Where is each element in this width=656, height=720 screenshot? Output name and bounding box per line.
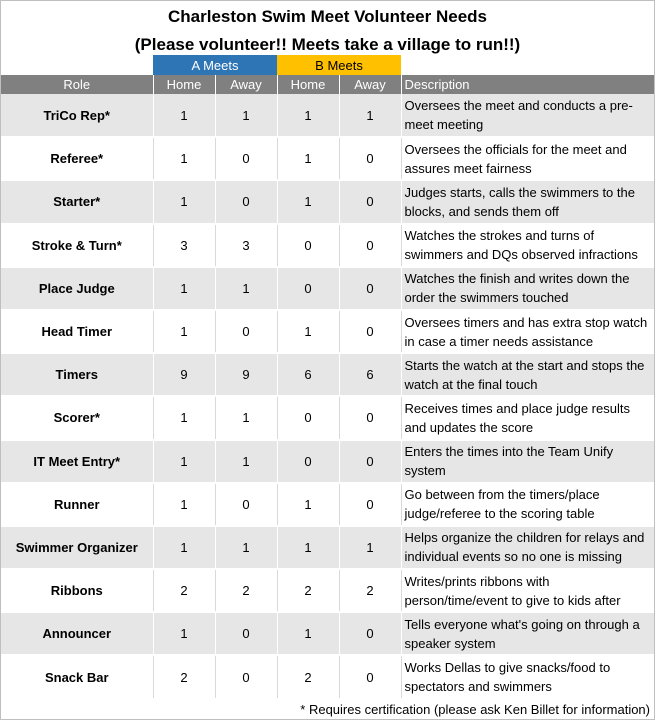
role-cell: Head Timer bbox=[1, 310, 153, 353]
a-away-cell: 0 bbox=[215, 612, 277, 655]
b-home-cell: 1 bbox=[277, 180, 339, 223]
a-home-cell: 3 bbox=[153, 224, 215, 267]
role-cell: Ribbons bbox=[1, 569, 153, 612]
table-row bbox=[1, 137, 654, 180]
group-spacer bbox=[1, 55, 153, 75]
role-cell: Starter* bbox=[1, 180, 153, 223]
role-cell: Swimmer Organizer bbox=[1, 526, 153, 569]
table-row bbox=[1, 612, 654, 655]
table-row bbox=[1, 267, 654, 310]
table-row bbox=[1, 353, 654, 396]
b-away-cell: 0 bbox=[339, 612, 401, 655]
a-home-cell: 2 bbox=[153, 569, 215, 612]
description-cell: Oversees the officials for the meet and assures meet fairness bbox=[401, 137, 654, 180]
a-away-cell: 0 bbox=[215, 483, 277, 526]
b-home-cell: 1 bbox=[277, 310, 339, 353]
a-home-cell: 1 bbox=[153, 180, 215, 223]
b-home-cell: 0 bbox=[277, 440, 339, 483]
header-b-away: Away bbox=[339, 75, 401, 94]
table-row bbox=[1, 396, 654, 439]
role-cell: TriCo Rep* bbox=[1, 94, 153, 137]
b-away-cell: 2 bbox=[339, 569, 401, 612]
description-cell: Watches the finish and writes down the order the swimmers touched bbox=[401, 267, 654, 310]
role-cell: IT Meet Entry* bbox=[1, 440, 153, 483]
group-b-meets: B Meets bbox=[277, 55, 401, 75]
header-a-away: Away bbox=[215, 75, 277, 94]
role-cell: Snack Bar bbox=[1, 655, 153, 698]
a-away-cell: 2 bbox=[215, 569, 277, 612]
table-row bbox=[1, 310, 654, 353]
description-cell: Go between from the timers/place judge/referee to the scoring table bbox=[401, 483, 654, 526]
group-a-meets: A Meets bbox=[153, 55, 277, 75]
table-row bbox=[1, 94, 654, 137]
a-home-cell: 1 bbox=[153, 94, 215, 137]
role-cell: Stroke & Turn* bbox=[1, 224, 153, 267]
description-cell: Oversees the meet and conducts a pre-meet meeting bbox=[401, 94, 654, 137]
b-away-cell: 1 bbox=[339, 94, 401, 137]
role-cell: Timers bbox=[1, 353, 153, 396]
b-home-cell: 0 bbox=[277, 267, 339, 310]
a-home-cell: 1 bbox=[153, 440, 215, 483]
description-cell: Receives times and place judge results and updates the score bbox=[401, 396, 654, 439]
a-away-cell: 0 bbox=[215, 137, 277, 180]
a-away-cell: 1 bbox=[215, 267, 277, 310]
table-row bbox=[1, 180, 654, 223]
a-away-cell: 0 bbox=[215, 655, 277, 698]
b-home-cell: 2 bbox=[277, 655, 339, 698]
header-role: Role bbox=[1, 75, 153, 94]
header-description: Description bbox=[401, 75, 654, 94]
certification-footnote: * Requires certification (please ask Ken Billet for information) bbox=[300, 702, 650, 717]
header-b-home: Home bbox=[277, 75, 339, 94]
b-home-cell: 0 bbox=[277, 396, 339, 439]
role-cell: Referee* bbox=[1, 137, 153, 180]
a-home-cell: 9 bbox=[153, 353, 215, 396]
b-away-cell: 0 bbox=[339, 396, 401, 439]
description-cell: Watches the strokes and turns of swimmers and DQs observed infractions bbox=[401, 224, 654, 267]
a-home-cell: 1 bbox=[153, 526, 215, 569]
table-row bbox=[1, 526, 654, 569]
description-cell: Helps organize the children for relays and individual events so no one is missing bbox=[401, 526, 654, 569]
description-cell: Enters the times into the Team Unify system bbox=[401, 440, 654, 483]
description-cell: Works Dellas to give snacks/food to spectators and swimmers bbox=[401, 655, 654, 698]
b-away-cell: 0 bbox=[339, 440, 401, 483]
b-home-cell: 2 bbox=[277, 569, 339, 612]
b-home-cell: 1 bbox=[277, 137, 339, 180]
b-home-cell: 1 bbox=[277, 483, 339, 526]
group-spacer bbox=[401, 55, 654, 75]
role-cell: Runner bbox=[1, 483, 153, 526]
b-away-cell: 0 bbox=[339, 483, 401, 526]
group-header-row bbox=[1, 55, 654, 75]
table-row bbox=[1, 440, 654, 483]
a-home-cell: 2 bbox=[153, 655, 215, 698]
a-home-cell: 1 bbox=[153, 310, 215, 353]
volunteer-table bbox=[1, 55, 654, 700]
b-away-cell: 0 bbox=[339, 310, 401, 353]
a-away-cell: 3 bbox=[215, 224, 277, 267]
b-away-cell: 0 bbox=[339, 655, 401, 698]
description-cell: Judges starts, calls the swimmers to the blocks, and sends them off bbox=[401, 180, 654, 223]
b-home-cell: 6 bbox=[277, 353, 339, 396]
a-away-cell: 1 bbox=[215, 396, 277, 439]
a-home-cell: 1 bbox=[153, 396, 215, 439]
b-away-cell: 6 bbox=[339, 353, 401, 396]
role-cell: Scorer* bbox=[1, 396, 153, 439]
a-home-cell: 1 bbox=[153, 483, 215, 526]
description-cell: Tells everyone what's going on through a speaker system bbox=[401, 612, 654, 655]
table-row bbox=[1, 569, 654, 612]
a-home-cell: 1 bbox=[153, 612, 215, 655]
b-home-cell: 1 bbox=[277, 612, 339, 655]
role-cell: Announcer bbox=[1, 612, 153, 655]
a-away-cell: 0 bbox=[215, 180, 277, 223]
a-home-cell: 1 bbox=[153, 267, 215, 310]
b-away-cell: 0 bbox=[339, 137, 401, 180]
a-away-cell: 1 bbox=[215, 526, 277, 569]
a-away-cell: 1 bbox=[215, 440, 277, 483]
a-away-cell: 9 bbox=[215, 353, 277, 396]
description-cell: Writes/prints ribbons with person/time/event to give to kids after bbox=[401, 569, 654, 612]
b-home-cell: 1 bbox=[277, 94, 339, 137]
b-home-cell: 1 bbox=[277, 526, 339, 569]
description-cell: Starts the watch at the start and stops the watch at the final touch bbox=[401, 353, 654, 396]
a-away-cell: 0 bbox=[215, 310, 277, 353]
b-away-cell: 1 bbox=[339, 526, 401, 569]
table-row bbox=[1, 655, 654, 698]
column-header-row bbox=[1, 75, 654, 94]
table-row bbox=[1, 224, 654, 267]
table-row bbox=[1, 483, 654, 526]
description-cell: Oversees timers and has extra stop watch in case a timer needs assistance bbox=[401, 310, 654, 353]
header-a-home: Home bbox=[153, 75, 215, 94]
b-away-cell: 0 bbox=[339, 267, 401, 310]
b-home-cell: 0 bbox=[277, 224, 339, 267]
b-away-cell: 0 bbox=[339, 224, 401, 267]
a-away-cell: 1 bbox=[215, 94, 277, 137]
page-subtitle: (Please volunteer!! Meets take a village to run!!) bbox=[134, 35, 521, 54]
page-title: Charleston Swim Meet Volunteer Needs bbox=[168, 7, 487, 26]
b-away-cell: 0 bbox=[339, 180, 401, 223]
a-home-cell: 1 bbox=[153, 137, 215, 180]
role-cell: Place Judge bbox=[1, 267, 153, 310]
